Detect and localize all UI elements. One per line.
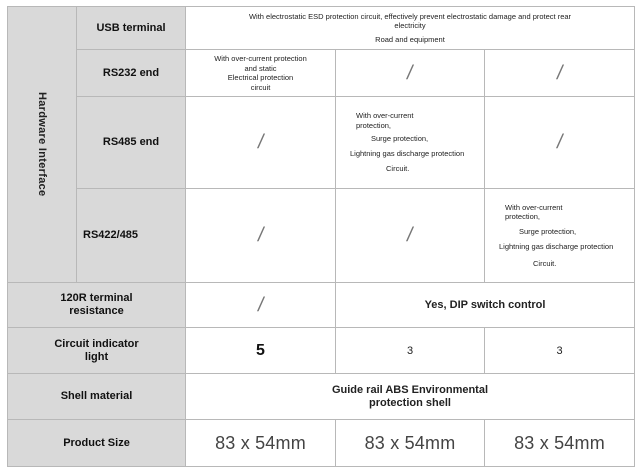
size-value: 83 x 54mm [514,432,605,453]
rs422-col3-line: With over-current [505,202,563,212]
rs232-col2 [335,49,485,97]
rs232-col3 [484,49,635,97]
slash-mark: / [255,293,266,316]
rs232-col1-line: Electrical protection [227,73,294,82]
resistor-col1 [185,282,336,328]
size-value: 83 x 54mm [364,432,456,453]
slash-mark: / [255,131,266,153]
rs485-col2-line: With over-current [356,111,414,121]
rs232-col1-line: and static [244,63,277,73]
rs422-col3-line: Surge protection, [519,226,577,236]
rs232-col1-line: With over-current protection [214,54,307,63]
shell-label: Shell material [7,373,186,420]
shell-value-text: Guide rail ABS Environmental protection shell [331,383,489,409]
rs422-col3-line: protection, [505,212,541,222]
size-col1 [185,419,336,467]
indicator-col2 [335,327,485,374]
rs422-label [76,188,186,283]
resistor-label-text: 120R terminal resistance [60,292,133,317]
rs485-col2-line: Circuit. [386,164,410,174]
rs422-col3-line: Lightning gas discharge protection [499,242,614,252]
rs232-label: RS232 end [76,49,186,97]
rs232-col1-line: circuit [250,82,271,92]
rs422-col3 [484,188,635,283]
shell-value [185,373,635,420]
size-label: Product Size [7,419,186,467]
slash-mark: / [554,61,565,84]
slash-mark: / [405,61,415,84]
size-col2 [335,419,485,467]
indicator-label [7,327,186,374]
indicator-count: 3 [556,344,563,357]
rs485-label: RS485 end [76,96,186,189]
rs485-col2-line: Surge protection, [371,134,429,144]
size-value: 83 x 54mm [215,432,306,453]
size-col3 [484,419,635,467]
rs422-col1 [185,188,336,283]
rs422-col3-line: Circuit. [533,258,557,268]
indicator-col1 [185,327,336,374]
slash-mark: / [405,224,415,246]
indicator-count: 5 [256,341,265,359]
indicator-label-text: Circuit indicator light [54,337,139,363]
slash-mark: / [255,224,266,246]
rs485-col1 [185,96,336,189]
rs485-col2-line: protection, [356,120,392,130]
indicator-count: 3 [406,344,414,357]
rs422-label-text: RS422/485 [83,229,139,241]
rs232-col1 [185,49,336,97]
indicator-col3 [484,327,635,374]
usb-line-3: Road and equipment [375,34,445,44]
rs422-col2 [335,188,485,283]
rs485-col2 [335,96,485,189]
hardware-interface-header [7,6,77,283]
usb-line-2: electricity [394,21,426,31]
resistor-label [7,282,186,328]
slash-mark: / [554,131,565,153]
resistor-value: Yes, DIP switch control [335,282,635,328]
hardware-interface-label: Hardware Interface [36,92,48,197]
usb-line-1: With electrostatic ESD protection circuit, effectively prevent electrostatic damage and protect rear [248,11,572,21]
rs485-col2-line: Lightning gas discharge protection [350,148,465,158]
rs485-col3 [484,96,635,189]
usb-terminal-value [185,6,635,50]
usb-terminal-label: USB terminal [76,6,186,50]
